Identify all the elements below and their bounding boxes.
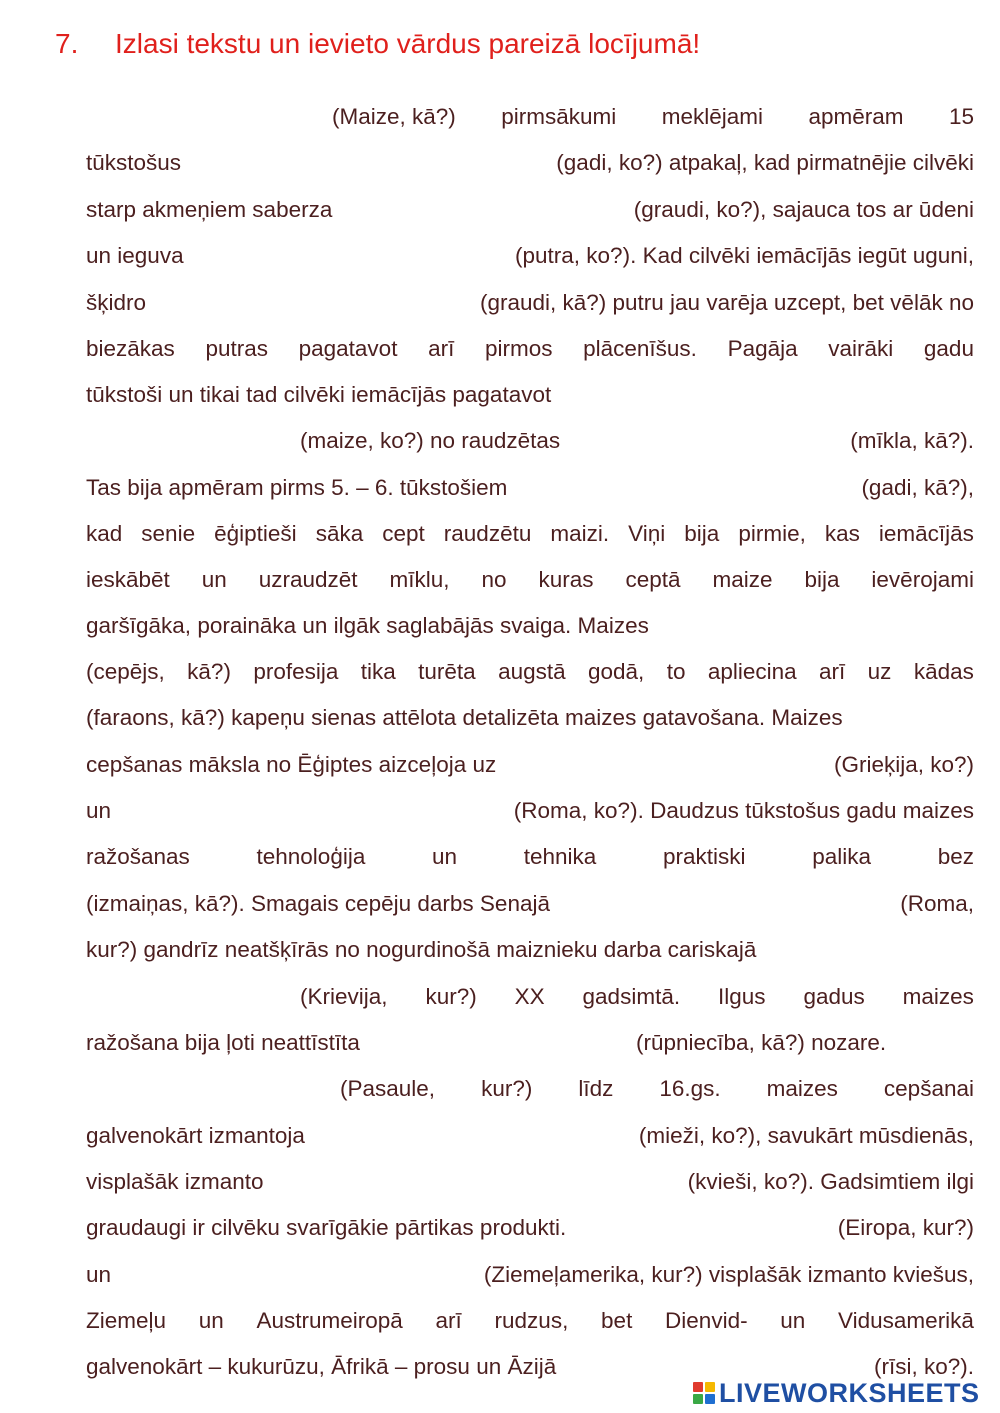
text-segment: maizi. bbox=[550, 521, 610, 546]
text-line bbox=[86, 288, 974, 318]
text-segment: (mieži, ko?), savukārt mūsdienās, bbox=[638, 1123, 974, 1148]
text-segment: no bbox=[481, 567, 507, 592]
text-line bbox=[86, 519, 974, 549]
text-segment: to bbox=[666, 659, 686, 684]
logo-mark-icon bbox=[693, 1382, 715, 1404]
text-line bbox=[86, 241, 974, 271]
text-line bbox=[86, 1121, 974, 1151]
text-segment: 15 bbox=[948, 104, 974, 129]
text-segment: (gadi, kā?), bbox=[861, 475, 974, 500]
text-line bbox=[86, 889, 974, 919]
text-segment: apliecina bbox=[707, 659, 797, 684]
text-segment: ražošana bija ļoti neattīstīta bbox=[86, 1030, 360, 1055]
text-segment: un bbox=[780, 1308, 806, 1333]
text-segment: pirmie, bbox=[738, 521, 806, 546]
text-segment: plācenīšus. bbox=[583, 336, 697, 361]
text-segment: tehnika bbox=[523, 844, 597, 869]
text-line bbox=[86, 1167, 974, 1197]
text-line bbox=[340, 1074, 974, 1104]
text-segment: kur?) gandrīz neatšķīrās no nogurdinošā maiznieku darba cariskajā bbox=[86, 937, 757, 962]
text-segment: apmēram bbox=[808, 104, 904, 129]
text-segment: biezākas bbox=[86, 336, 175, 361]
text-line bbox=[300, 982, 974, 1012]
text-segment: (maize, ko?) no raudzētas bbox=[300, 428, 561, 453]
text-segment: cepšanas māksla no Ēģiptes aizceļoja uz bbox=[86, 752, 497, 777]
text-segment: uzraudzēt bbox=[258, 567, 358, 592]
text-segment: cept bbox=[382, 521, 425, 546]
text-segment: (Roma, bbox=[900, 891, 974, 916]
text-segment: bija bbox=[804, 567, 840, 592]
text-segment: (graudi, ko?), sajauca tos ar ūdeni bbox=[633, 197, 974, 222]
text-segment: ieskābēt bbox=[86, 567, 170, 592]
text-segment: bija bbox=[684, 521, 720, 546]
text-segment: un ieguva bbox=[86, 243, 184, 268]
text-line bbox=[86, 750, 974, 780]
text-segment: profesija bbox=[253, 659, 339, 684]
text-segment: galvenokārt – kukurūzu, Āfrikā – prosu un Āzijā bbox=[86, 1354, 557, 1379]
text-segment: un bbox=[198, 1308, 224, 1333]
text-line bbox=[86, 473, 974, 503]
text-segment: Dienvid- bbox=[665, 1308, 748, 1333]
text-segment: tūkstošus bbox=[86, 150, 182, 175]
text-segment: meklējami bbox=[661, 104, 764, 129]
text-segment: un bbox=[86, 1262, 112, 1287]
text-segment: (Eiropa, kur?) bbox=[837, 1215, 974, 1240]
text-segment: putras bbox=[205, 336, 268, 361]
text-segment: (Krievija, bbox=[300, 984, 388, 1009]
text-segment: (Maize, kā?) bbox=[332, 104, 456, 129]
logo-square-blue bbox=[705, 1394, 715, 1404]
text-segment: bez bbox=[937, 844, 974, 869]
text-line bbox=[86, 657, 974, 687]
text-line bbox=[86, 1306, 974, 1336]
text-segment: godā, bbox=[588, 659, 645, 684]
text-line bbox=[86, 426, 974, 456]
text-segment: rudzus, bbox=[494, 1308, 569, 1333]
text-segment: sāka bbox=[315, 521, 364, 546]
text-segment: arī bbox=[819, 659, 846, 684]
text-segment: (rīsi, ko?). bbox=[873, 1354, 974, 1379]
text-line bbox=[86, 1213, 974, 1243]
text-segment: ēģiptieši bbox=[214, 521, 297, 546]
text-segment: iemācījās bbox=[878, 521, 974, 546]
text-segment: starp akmeņiem saberza bbox=[86, 197, 333, 222]
text-segment: tūkstoši un tikai tad cilvēki iemācījās pagatavot bbox=[86, 382, 552, 407]
text-segment: kuras bbox=[538, 567, 594, 592]
text-segment: praktiski bbox=[663, 844, 746, 869]
text-segment: senie bbox=[141, 521, 196, 546]
text-segment: kas bbox=[824, 521, 860, 546]
logo-square-yellow bbox=[705, 1382, 715, 1392]
text-line bbox=[86, 703, 974, 733]
text-segment: Ziemeļu bbox=[86, 1308, 167, 1333]
text-segment: pagatavot bbox=[298, 336, 398, 361]
text-segment: gadus bbox=[803, 984, 865, 1009]
task-title bbox=[55, 28, 700, 60]
text-line bbox=[86, 1028, 974, 1058]
text-segment: raudzētu bbox=[443, 521, 532, 546]
text-segment: kādas bbox=[913, 659, 974, 684]
text-segment: Viņi bbox=[628, 521, 666, 546]
text-segment: visplašāk izmanto bbox=[86, 1169, 264, 1194]
text-segment: līdz bbox=[578, 1076, 614, 1101]
task-instruction: Izlasi tekstu un ievieto vārdus pareizā locījumā! bbox=[115, 28, 701, 59]
text-segment: XX bbox=[514, 984, 545, 1009]
text-segment: pirmos bbox=[484, 336, 553, 361]
text-segment: ceptā bbox=[625, 567, 681, 592]
logo-square-green bbox=[693, 1394, 703, 1404]
text-segment: (mīkla, kā?). bbox=[850, 428, 974, 453]
text-line bbox=[86, 565, 974, 595]
text-segment: (putra, ko?). Kad cilvēki iemācījās iegūt uguni, bbox=[515, 243, 974, 268]
text-segment: maizes bbox=[902, 984, 974, 1009]
text-segment: Vidusamerikā bbox=[838, 1308, 974, 1333]
text-segment: Pagāja bbox=[727, 336, 798, 361]
text-segment: uz bbox=[867, 659, 892, 684]
task-number: 7. bbox=[55, 28, 79, 59]
text-segment: kur?) bbox=[425, 984, 477, 1009]
text-line bbox=[86, 796, 974, 826]
text-segment: mīklu, bbox=[389, 567, 450, 592]
text-segment: gadsimtā. bbox=[582, 984, 681, 1009]
text-segment: tika bbox=[360, 659, 396, 684]
text-line bbox=[86, 842, 974, 872]
text-line bbox=[86, 380, 974, 410]
text-segment: turēta bbox=[418, 659, 476, 684]
text-segment: palika bbox=[812, 844, 872, 869]
text-segment: kad bbox=[86, 521, 123, 546]
text-segment: cepšanai bbox=[883, 1076, 974, 1101]
text-segment: arī bbox=[428, 336, 455, 361]
logo-text: LIVEWORKSHEETS bbox=[719, 1377, 980, 1408]
text-segment: Austrumeiropā bbox=[256, 1308, 403, 1333]
text-segment: un bbox=[432, 844, 458, 869]
text-segment: (faraons, kā?) kapeņu sienas attēlota detalizēta maizes gatavošana. Maizes bbox=[86, 705, 843, 730]
liveworksheets-logo[interactable] bbox=[693, 1378, 980, 1408]
text-segment: gadu bbox=[923, 336, 974, 361]
text-segment: augstā bbox=[498, 659, 566, 684]
text-segment: (cepējs, bbox=[86, 659, 165, 684]
text-segment: (izmaiņas, kā?). Smagais cepēju darbs Senajā bbox=[86, 891, 550, 916]
text-segment: tehnoloģija bbox=[256, 844, 366, 869]
text-segment: (Ziemeļamerika, kur?) visplašāk izmanto kviešus, bbox=[483, 1262, 974, 1287]
text-line bbox=[86, 935, 974, 965]
text-segment: maizes bbox=[766, 1076, 838, 1101]
text-segment: ražošanas bbox=[86, 844, 190, 869]
text-line bbox=[86, 334, 974, 364]
text-segment: kur?) bbox=[481, 1076, 533, 1101]
text-segment: (Pasaule, bbox=[340, 1076, 436, 1101]
text-segment: (Grieķija, ko?) bbox=[833, 752, 974, 777]
text-segment: un bbox=[201, 567, 227, 592]
text-segment: (kvieši, ko?). Gadsimtiem ilgi bbox=[687, 1169, 974, 1194]
text-line bbox=[86, 148, 974, 178]
text-segment: (gadi, ko?) atpakaļ, kad pirmatnējie cilvēki bbox=[556, 150, 974, 175]
text-line bbox=[86, 1260, 974, 1290]
text-line bbox=[332, 102, 974, 132]
text-segment: Ilgus bbox=[718, 984, 766, 1009]
text-segment: Tas bija apmēram pirms 5. – 6. tūkstošiem bbox=[86, 475, 508, 500]
text-segment: (rūpniecība, kā?) nozare. bbox=[636, 1030, 887, 1055]
text-segment: vairāki bbox=[828, 336, 894, 361]
text-segment: graudaugi ir cilvēku svarīgākie pārtikas produkti. bbox=[86, 1215, 567, 1240]
text-segment: un bbox=[86, 798, 112, 823]
text-line bbox=[86, 611, 974, 641]
text-line bbox=[86, 195, 974, 225]
text-segment: (graudi, kā?) putru jau varēja uzcept, bet vēlāk no bbox=[479, 290, 974, 315]
logo-square-red bbox=[693, 1382, 703, 1392]
text-segment: maize bbox=[712, 567, 773, 592]
text-segment: (Roma, ko?). Daudzus tūkstošus gadu maizes bbox=[513, 798, 974, 823]
text-segment: bet bbox=[601, 1308, 633, 1333]
text-segment: arī bbox=[435, 1308, 462, 1333]
text-segment: ievērojami bbox=[871, 567, 974, 592]
text-segment: kā?) bbox=[187, 659, 231, 684]
text-segment: šķidro bbox=[86, 290, 147, 315]
text-segment: garšīgāka, porainā‍ka un ilgāk saglabājās svaiga. Maizes bbox=[86, 613, 649, 638]
text-segment: 16.gs. bbox=[659, 1076, 721, 1101]
text-segment: pirmsākumi bbox=[501, 104, 617, 129]
text-segment: galvenokārt izmantoja bbox=[86, 1123, 305, 1148]
